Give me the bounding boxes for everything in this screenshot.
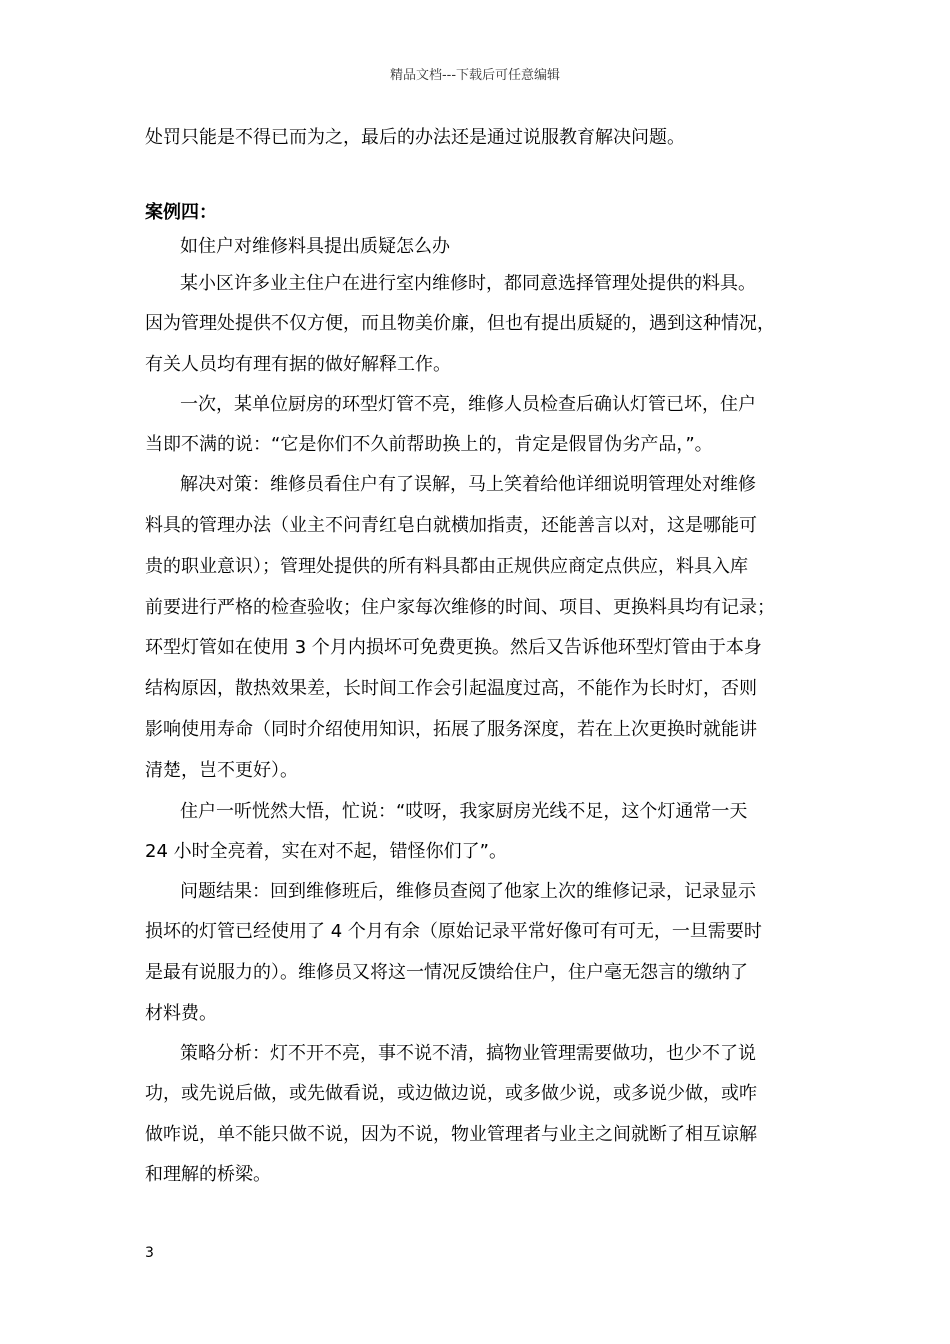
paragraph-line: 策略分析：灯不开不亮，事不说不清，搞物业管理需要做功，也少不了说 [180,1043,756,1064]
paragraph-line: 贵的职业意识）；管理处提供的所有料具都由正规供应商定点供应，料具入库 [145,556,748,577]
paragraph-line: 做咋说，单不能只做不说，因为不说，物业管理者与业主之间就断了相互谅解 [145,1124,757,1145]
paragraph-line: 24 小时全亮着，实在对不起，错怪你们了”。 [145,841,507,862]
paragraph-line: 功，或先说后做，或先做看说，或边做边说，或多做少说，或多说少做，或咋 [145,1083,757,1104]
paragraph-line: 问题结果：回到维修班后，维修员查阅了他家上次的维修记录，记录显示 [180,881,756,902]
paragraph-line: 处罚只能是不得已而为之，最后的办法还是通过说服教育解决问题。 [145,127,685,148]
paragraph-line: 和理解的桥梁。 [145,1164,271,1185]
paragraph-line: 当即不满的说：“它是你们不久前帮助换上的，肯定是假冒伪劣产品，”。 [145,434,713,455]
paragraph-line: 某小区许多业主住户在进行室内维修时，都同意选择管理处提供的料具。 [180,273,756,294]
paragraph-line: 环型灯管如在使用 3 个月内损坏可免费更换。然后又告诉他环型灯管由于本身 [145,637,762,658]
paragraph-line: 前要进行严格的检查验收；住户家每次维修的时间、项目、更换料具均有记录； [145,597,775,618]
paragraph-line: 结构原因，散热效果差，长时间工作会引起温度过高，不能作为长时灯，否则 [145,678,757,699]
paragraph-line: 一次，某单位厨房的环型灯管不亮，维修人员检查后确认灯管已坏，住户 [180,394,756,415]
paragraph-line: 解决对策：维修员看住户有了误解，马上笑着给他详细说明管理处对维修 [180,474,756,495]
paragraph-line: 影响使用寿命（同时介绍使用知识，拓展了服务深度，若在上次更换时就能讲 [145,719,757,740]
page-header: 精品文档---下载后可任意编辑 [389,68,561,83]
paragraph-line: 清楚，岂不更好）。 [145,760,298,781]
section-heading: 案例四： [145,202,217,223]
paragraph-line: 有关人员均有理有据的做好解释工作。 [145,354,451,375]
paragraph-line: 是最有说服力的）。维修员又将这一情况反馈给住户，住户毫无怨言的缴纳了 [145,962,748,983]
paragraph-line: 住户一听恍然大悟，忙说：“哎呀，我家厨房光线不足，这个灯通常一天 [180,801,748,822]
paragraph-line: 损坏的灯管已经使用了 4 个月有余（原始记录平常好像可有可无，一旦需要时 [145,921,762,942]
page-number: 3 [145,1245,154,1261]
paragraph-line: 材料费。 [145,1003,217,1024]
case-title: 如住户对维修料具提出质疑怎么办 [180,236,450,257]
paragraph-line: 料具的管理办法（业主不问青红皂白就横加指责，还能善言以对，这是哪能可 [145,515,757,536]
paragraph-line: 因为管理处提供不仅方便，而且物美价廉，但也有提出质疑的，遇到这种情况， [145,313,775,334]
